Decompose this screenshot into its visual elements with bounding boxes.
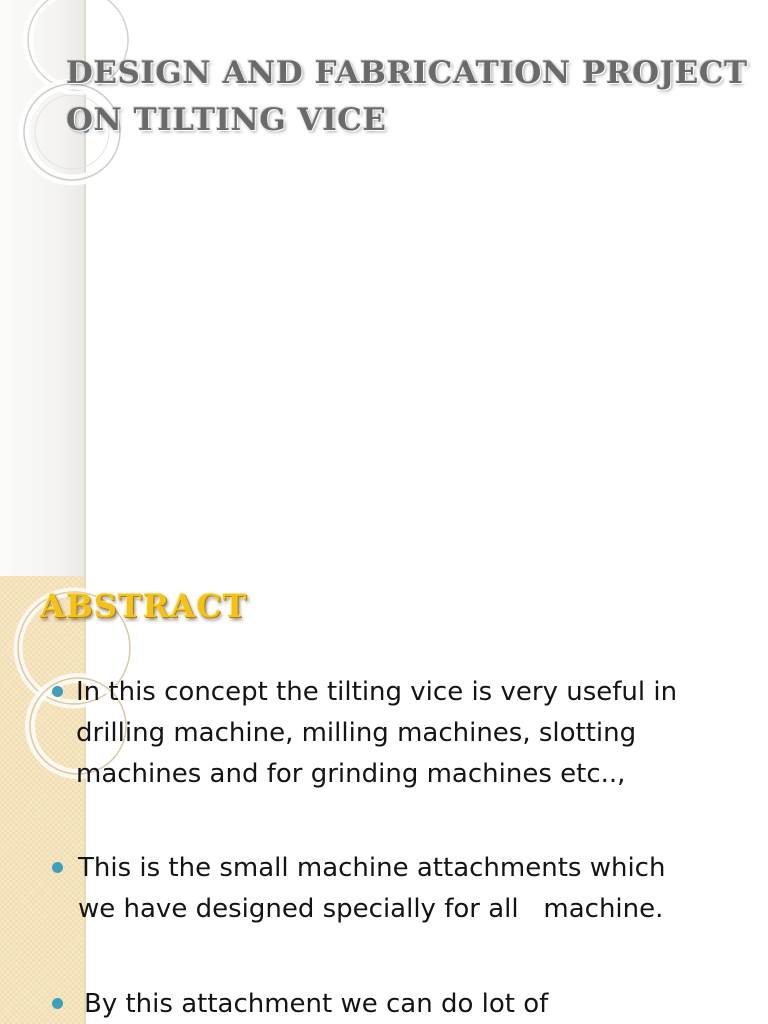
abstract-heading: ABSTRACT: [40, 587, 248, 625]
bullet-line: machines and for grinding machines etc..,: [76, 759, 626, 789]
slide-title: [66, 50, 756, 144]
bullet-text: [84, 984, 749, 1024]
bullet-line: By this attachment we can do lot of: [84, 989, 549, 1019]
bullet-line: This is the small machine attachments which: [78, 853, 666, 883]
bullet-line: we have designed specially for all machine.: [78, 894, 664, 924]
bullet-dot-icon: [52, 686, 63, 697]
bullet-dot-icon: [52, 998, 63, 1009]
title-line-1: DESIGN AND FABRICATION PROJECT: [66, 55, 748, 91]
bullet-line: drilling machine, milling machines, slotting: [76, 718, 637, 748]
title-line-2: ON TILTING VICE: [66, 102, 387, 138]
bullet-text: [78, 848, 743, 930]
bullet-list: [0, 576, 768, 1024]
abstract-slide: [0, 576, 768, 1024]
bullet-line: In this concept the tilting vice is very useful in: [76, 677, 678, 707]
bullet-dot-icon: [52, 862, 63, 873]
bullet-text: [76, 672, 741, 795]
